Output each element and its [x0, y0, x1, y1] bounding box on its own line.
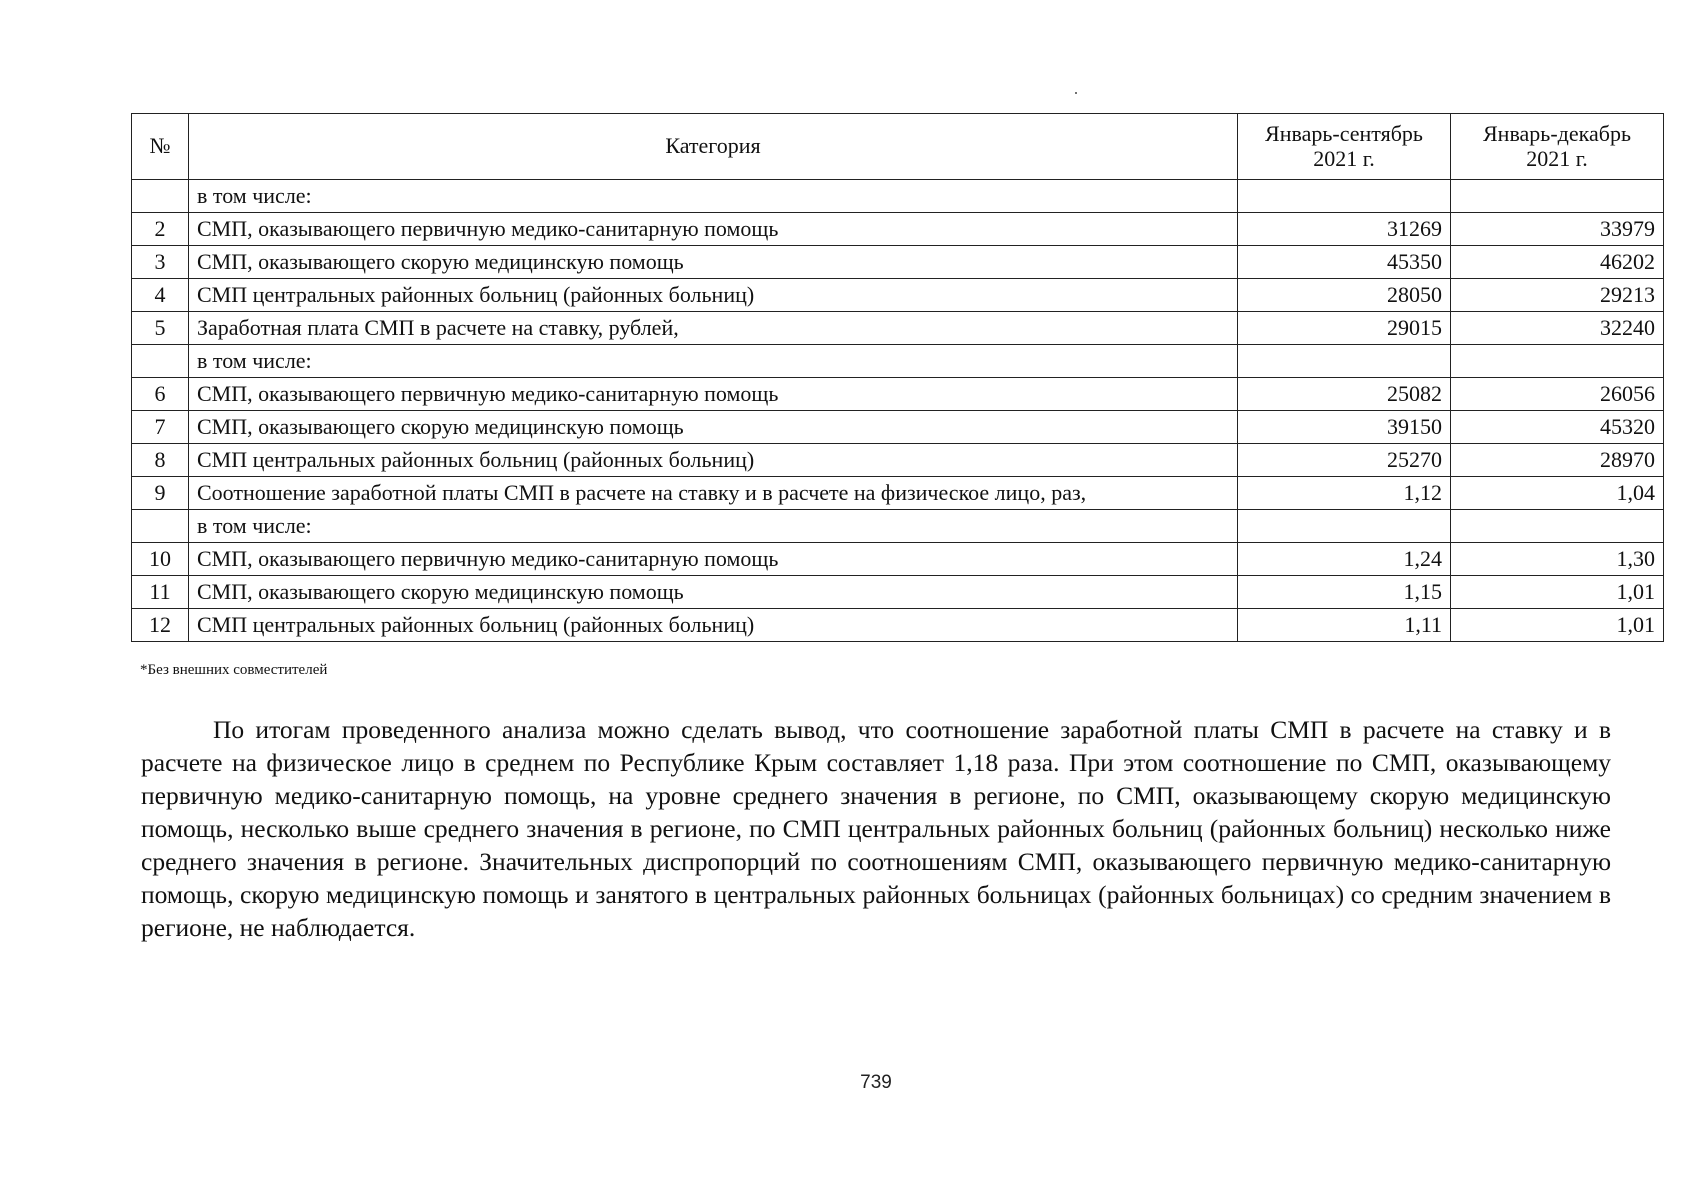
row-number: 4 [132, 279, 189, 312]
row-category: СМП центральных районных больниц (районных больниц) [189, 444, 1238, 477]
salary-table [131, 113, 1664, 642]
row-value-jan-dec: 1,01 [1451, 576, 1664, 609]
row-value-jan-dec [1451, 180, 1664, 213]
row-number: 10 [132, 543, 189, 576]
row-value-jan-dec: 29213 [1451, 279, 1664, 312]
row-number: 8 [132, 444, 189, 477]
row-category: Соотношение заработной платы СМП в расчете на ставку и в расчете на физическое лицо, раз, [189, 477, 1238, 510]
table-row [132, 576, 1664, 609]
row-number [132, 180, 189, 213]
row-value-jan-sep: 45350 [1238, 246, 1451, 279]
table-footnote: *Без внешних совместителей [140, 662, 328, 678]
row-value-jan-dec: 45320 [1451, 411, 1664, 444]
row-value-jan-sep: 29015 [1238, 312, 1451, 345]
header-period-jan-dec-label: Январь-декабрь [1483, 121, 1631, 147]
row-value-jan-dec [1451, 345, 1664, 378]
row-value-jan-sep: 31269 [1238, 213, 1451, 246]
scan-speck [1075, 92, 1077, 94]
row-value-jan-dec: 1,30 [1451, 543, 1664, 576]
table-row [132, 510, 1664, 543]
table-row [132, 543, 1664, 576]
table-header-row [132, 114, 1664, 180]
row-category: в том числе: [189, 345, 1238, 378]
table-row [132, 411, 1664, 444]
row-category: СМП, оказывающего скорую медицинскую помощь [189, 576, 1238, 609]
row-value-jan-dec: 26056 [1451, 378, 1664, 411]
row-value-jan-sep: 1,11 [1238, 609, 1451, 642]
row-category: Заработная плата СМП в расчете на ставку, рублей, [189, 312, 1238, 345]
row-value-jan-dec: 32240 [1451, 312, 1664, 345]
row-value-jan-sep: 1,24 [1238, 543, 1451, 576]
row-category: СМП центральных районных больниц (районных больниц) [189, 279, 1238, 312]
header-category: Категория [189, 114, 1238, 180]
header-period-jan-dec [1451, 114, 1664, 180]
row-value-jan-sep: 1,12 [1238, 477, 1451, 510]
conclusion-paragraph: По итогам проведенного анализа можно сделать вывод, что соотношение заработной платы СМП в расчете на ставку и в расчете на физическое лицо в среднем по Республике Крым составляет 1,18 раза. При этом соотношение по СМП, оказывающему первичную медико-санитарную помощь, на уровне среднего значения в регионе, по СМП, оказывающему скорую медицинскую помощь, несколько выше среднего значения в регионе, по СМП центральных районных больниц (районных больниц) несколько ниже среднего значения в регионе. Значительных диспропорций по соотношениям СМП, оказывающего первичную медико-санитарную помощь, скорую медицинскую помощь и занятого в центральных районных больницах (районных больницах) со средним значением в регионе, не наблюдается. [141, 715, 1611, 942]
row-value-jan-sep: 25082 [1238, 378, 1451, 411]
row-number: 7 [132, 411, 189, 444]
header-period-jan-sep-label: Январь-сентябрь [1265, 121, 1423, 147]
row-value-jan-sep [1238, 180, 1451, 213]
table-row [132, 213, 1664, 246]
row-category: СМП, оказывающего скорую медицинскую помощь [189, 246, 1238, 279]
row-number: 6 [132, 378, 189, 411]
table-row [132, 246, 1664, 279]
row-category: СМП, оказывающего первичную медико-санитарную помощь [189, 213, 1238, 246]
row-number: 3 [132, 246, 189, 279]
row-number [132, 345, 189, 378]
row-category: СМП центральных районных больниц (районных больниц) [189, 609, 1238, 642]
row-category: СМП, оказывающего первичную медико-санитарную помощь [189, 543, 1238, 576]
row-number: 2 [132, 213, 189, 246]
row-value-jan-dec [1451, 510, 1664, 543]
header-period-jan-sep [1238, 114, 1451, 180]
row-category: в том числе: [189, 510, 1238, 543]
row-number: 9 [132, 477, 189, 510]
table-row [132, 477, 1664, 510]
row-number: 11 [132, 576, 189, 609]
row-value-jan-sep: 28050 [1238, 279, 1451, 312]
row-value-jan-dec: 1,04 [1451, 477, 1664, 510]
table-row [132, 180, 1664, 213]
row-value-jan-dec: 28970 [1451, 444, 1664, 477]
row-category: СМП, оказывающего скорую медицинскую помощь [189, 411, 1238, 444]
row-number: 5 [132, 312, 189, 345]
row-number: 12 [132, 609, 189, 642]
table-row [132, 609, 1664, 642]
row-value-jan-sep [1238, 510, 1451, 543]
row-category: СМП, оказывающего первичную медико-санитарную помощь [189, 378, 1238, 411]
header-period-jan-dec-year: 2021 г. [1526, 145, 1588, 171]
row-value-jan-sep: 25270 [1238, 444, 1451, 477]
table-row [132, 312, 1664, 345]
row-value-jan-sep: 39150 [1238, 411, 1451, 444]
table-body [132, 180, 1664, 642]
header-number: № [132, 114, 189, 180]
row-value-jan-dec: 46202 [1451, 246, 1664, 279]
row-value-jan-sep: 1,15 [1238, 576, 1451, 609]
row-value-jan-sep [1238, 345, 1451, 378]
row-category: в том числе: [189, 180, 1238, 213]
table-row [132, 444, 1664, 477]
row-number [132, 510, 189, 543]
row-value-jan-dec: 1,01 [1451, 609, 1664, 642]
header-period-jan-sep-year: 2021 г. [1313, 145, 1375, 171]
row-value-jan-dec: 33979 [1451, 213, 1664, 246]
page-number: 739 [860, 1072, 892, 1093]
table-row [132, 378, 1664, 411]
table-row [132, 345, 1664, 378]
table-row [132, 279, 1664, 312]
